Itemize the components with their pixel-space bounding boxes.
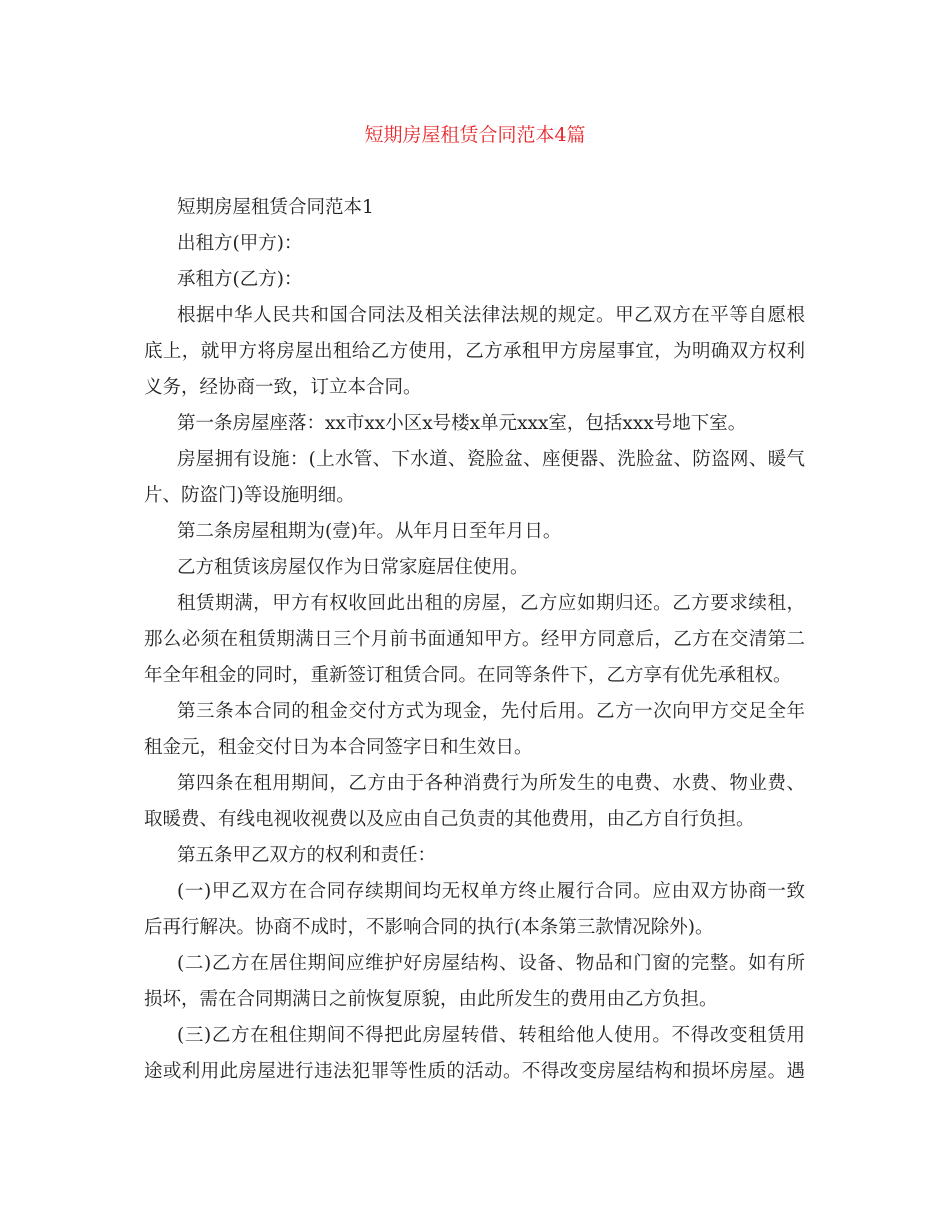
paragraph (144, 190, 805, 226)
paragraph-line: 义务，经协商一致，订立本合同。 (144, 377, 422, 398)
paragraph-line: 取暖费、有线电视收视费以及应由自己负责的其他费用，由乙方自行负担。 (144, 809, 755, 830)
paragraph (144, 262, 805, 298)
paragraph-line: 房屋拥有设施：(上水管、下水道、瓷脸盆、座便器、洗脸盆、防盗网、暖气 (177, 449, 805, 470)
paragraph-line: (一)甲乙双方在合同存续期间均无权单方终止履行合同。应由双方协商一致 (177, 881, 805, 902)
paragraph-line: 短期房屋租赁合同范本1 (177, 197, 374, 218)
paragraph-line: 第五条甲乙双方的权利和责任： (177, 845, 437, 866)
paragraph-line: (二)乙方在居住期间应维护好房屋结构、设备、物品和门窗的完整。如有所 (177, 953, 805, 974)
paragraph (144, 406, 805, 442)
paragraph (144, 586, 805, 694)
paragraph (144, 946, 805, 1018)
paragraph (144, 442, 805, 514)
paragraph-line: 根据中华人民共和国合同法及相关法律法规的规定。甲乙双方在平等自愿根 (177, 305, 805, 326)
paragraph-line: 那么必须在租赁期满日三个月前书面通知甲方。经甲方同意后，乙方在交清第二 (144, 629, 805, 650)
document-body (144, 190, 805, 1090)
paragraph-line: 年全年租金的同时，重新签订租赁合同。在同等条件下，乙方享有优先承租权。 (144, 665, 792, 686)
document-title: 短期房屋租赁合同范本4篇 (364, 124, 586, 146)
paragraph (144, 766, 805, 838)
paragraph (144, 298, 805, 406)
paragraph-line: 损坏，需在合同期满日之前恢复原貌，由此所发生的费用由乙方负担。 (144, 989, 718, 1010)
paragraph (144, 550, 805, 586)
paragraph-line: 第二条房屋租期为(壹)年。从年月日至年月日。 (177, 521, 562, 542)
paragraph (144, 838, 805, 874)
paragraph-line: (三)乙方在租住期间不得把此房屋转借、转租给他人使用。不得改变租赁用 (177, 1025, 805, 1046)
paragraph-line: 底上，就甲方将房屋出租给乙方使用，乙方承租甲方房屋事宜，为明确双方权利 (144, 341, 805, 362)
paragraph (144, 694, 805, 766)
paragraph-line: 承租方(乙方)： (177, 269, 303, 290)
paragraph-line: 出租方(甲方)： (177, 233, 303, 254)
paragraph-line: 后再行解决。协商不成时，不影响合同的执行(本条第三款情况除外)。 (144, 917, 714, 938)
paragraph-line: 第四条在租用期间，乙方由于各种消费行为所发生的电费、水费、物业费、 (177, 773, 805, 794)
paragraph-line: 乙方租赁该房屋仅作为日常家庭居住使用。 (177, 557, 529, 578)
paragraph-line: 租金元，租金交付日为本合同签字日和生效日。 (144, 737, 533, 758)
paragraph (144, 874, 805, 946)
paragraph (144, 226, 805, 262)
paragraph-line: 片、防盗门)等设施明细。 (144, 485, 355, 506)
paragraph-line: 租赁期满，甲方有权收回此出租的房屋，乙方应如期归还。乙方要求续租， (177, 593, 805, 614)
paragraph (144, 1018, 805, 1090)
paragraph (144, 514, 805, 550)
paragraph-line: 第三条本合同的租金交付方式为现金，先付后用。乙方一次向甲方交足全年 (177, 701, 805, 722)
paragraph-line: 途或利用此房屋进行违法犯罪等性质的活动。不得改变房屋结构和损坏房屋。遇 (144, 1061, 805, 1082)
paragraph-line: 第一条房屋座落：xx市xx小区x号楼x单元xxx室，包括xxx号地下室。 (177, 413, 747, 434)
